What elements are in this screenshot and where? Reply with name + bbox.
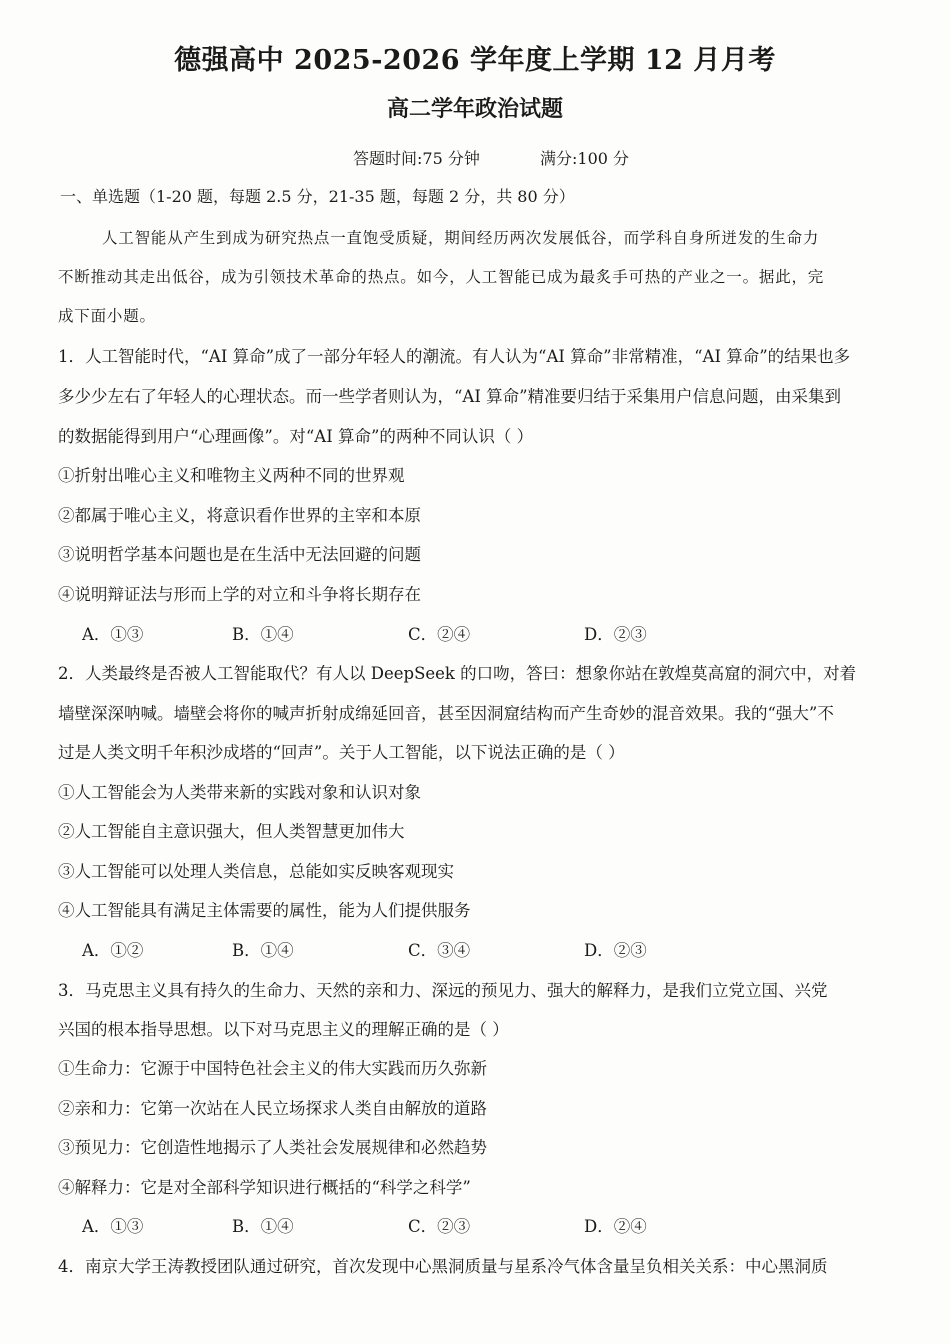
question-3-choice-c: C．②③ (408, 1217, 471, 1236)
question-2-line: 2．人类最终是否被人工智能取代？有人以 DeepSeek 的口吻，答曰：想象你站在敦煌莫高窟的洞穴中，对着 (58, 664, 857, 683)
question-2-choice-b: B．①④ (232, 941, 294, 960)
intro-line: 成下面小题。 (58, 307, 156, 325)
question-2-option: ③人工智能可以处理人类信息，总能如实反映客观现实 (58, 862, 454, 881)
question-3-choice-d: D．②④ (584, 1217, 647, 1236)
question-1-line: 的数据能得到用户“心理画像”。对“AI 算命”的两种不同认识（ ） (58, 427, 534, 446)
question-1-choice-b: B．①④ (232, 625, 294, 644)
exam-title: 德强高中 2025-2026 学年度上学期 12 月月考 (174, 45, 776, 76)
question-1-choice-c: C．②④ (408, 625, 471, 644)
question-3-line: 兴国的根本指导思想。以下对马克思主义的理解正确的是（ ） (58, 1020, 509, 1039)
question-3-option: ②亲和力：它第一次站在人民立场探求人类自由解放的道路 (58, 1099, 487, 1118)
question-1-option: ②都属于唯心主义，将意识看作世界的主宰和本原 (58, 506, 421, 525)
question-3-option: ③预见力：它创造性地揭示了人类社会发展规律和必然趋势 (58, 1138, 487, 1157)
question-1-option: ④说明辩证法与形而上学的对立和斗争将长期存在 (58, 585, 421, 604)
question-2-line: 墙壁深深呐喊。墙壁会将你的喊声折射成绵延回音，甚至因洞窟结构而产生奇妙的混音效果。我的“强大”不 (58, 704, 834, 723)
question-2-option: ①人工智能会为人类带来新的实践对象和认识对象 (58, 783, 421, 802)
question-2-choice-a: A．①② (82, 941, 144, 960)
question-2-choice-c: C．③④ (408, 941, 471, 960)
question-1-choice-d: D．②③ (584, 625, 647, 644)
question-3-option: ①生命力：它源于中国特色社会主义的伟大实践而历久弥新 (58, 1059, 487, 1078)
question-2-option: ④人工智能具有满足主体需要的属性，能为人们提供服务 (58, 901, 471, 920)
question-4-line: 4．南京大学王涛教授团队通过研究，首次发现中心黑洞质量与星系冷气体含量呈负相关关系：中心黑洞质 (58, 1257, 828, 1276)
question-1-choice-a: A．①③ (82, 625, 144, 644)
question-1-option: ①折射出唯心主义和唯物主义两种不同的世界观 (58, 466, 405, 485)
intro-line: 人工智能从产生到成为研究热点一直饱受质疑，期间经历两次发展低谷，而学科自身所迸发的生命力 (102, 229, 820, 247)
question-3-option: ④解释力：它是对全部科学知识进行概括的“科学之科学” (58, 1178, 471, 1197)
section-heading: 一、单选题（1-20 题，每题 2.5 分，21-35 题，每题 2 分，共 80 分） (60, 187, 575, 206)
exam-score: 满分:100 分 (540, 149, 630, 168)
question-2-line: 过是人类文明千年积沙成塔的“回声”。关于人工智能，以下说法正确的是（ ） (58, 743, 625, 762)
question-1-line: 1．人工智能时代，“AI 算命”成了一部分年轻人的潮流。有人认为“AI 算命”非常精准，“AI 算命”的结果也多 (58, 347, 851, 366)
question-3-choice-b: B．①④ (232, 1217, 294, 1236)
question-3-line: 3．马克思主义具有持久的生命力、天然的亲和力、深远的预见力、强大的解释力，是我们立党立国、兴党 (58, 981, 828, 1000)
exam-time: 答题时间:75 分钟 (353, 149, 480, 168)
question-2-option: ②人工智能自主意识强大，但人类智慧更加伟大 (58, 822, 405, 841)
exam-subtitle: 高二学年政治试题 (386, 96, 563, 122)
question-1-line: 多少少左右了年轻人的心理状态。而一些学者则认为，“AI 算命”精准要归结于采集用户信息问题，由采集到 (58, 387, 842, 406)
question-2-choice-d: D．②③ (584, 941, 647, 960)
question-1-option: ③说明哲学基本问题也是在生活中无法回避的问题 (58, 545, 421, 564)
intro-line: 不断推动其走出低谷，成为引领技术革命的热点。如今，人工智能已成为最炙手可热的产业之一。据此，完 (58, 268, 825, 286)
question-3-choice-a: A．①③ (82, 1217, 144, 1236)
